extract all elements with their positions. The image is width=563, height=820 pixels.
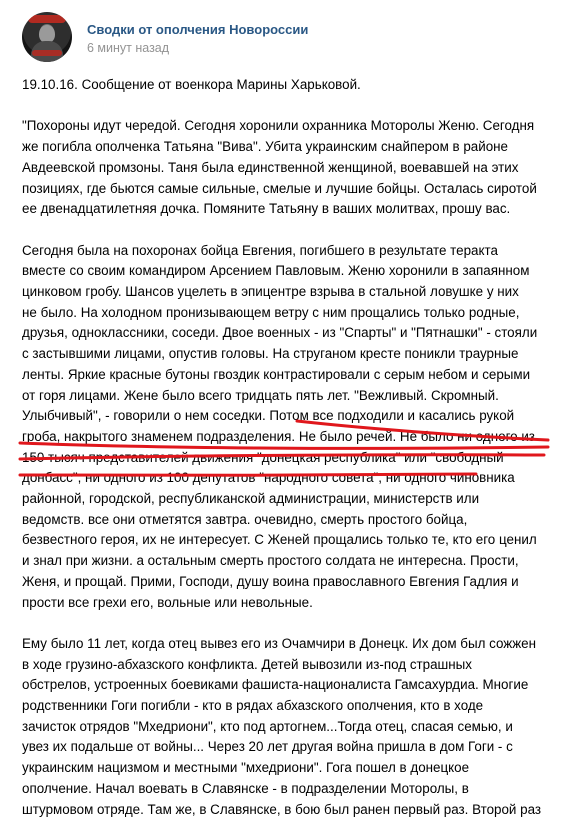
post-meta — [87, 12, 308, 56]
post-text-line: и знал при жизни. а остальным смерть простого солдата не интересна. Прости, — [22, 553, 519, 569]
post-text-line: с застывшими лицами, опустив головы. На струганом кресте поникли траурные — [22, 346, 519, 362]
paragraph-gap — [22, 613, 562, 634]
avatar-red-banner-bottom — [32, 50, 62, 56]
post-text-line: Авдеевской промзоны. Таня была единственной женщиной, воевавшей на этих — [22, 159, 519, 175]
post-text-line: от горя лицами. Жене было всего тридцать пять лет. "Вежливый. Скромный. — [22, 387, 499, 403]
post-text-line: увез их подальше от войны... Через 20 лет другая война пришла в дом Гоги - с — [22, 739, 513, 755]
post-text — [22, 75, 562, 820]
author-link[interactable]: Сводки от ополчения Новороссии — [87, 22, 309, 37]
post-text-line: позициях, где бьются самые сильные, смелые и лучшие бойцы. Осталась сиротой — [22, 180, 537, 196]
post-timestamp[interactable]: 6 минут назад — [87, 41, 170, 55]
post-text-line: ведомств. все они отметятся завтра. очевидно, смерть простого бойца, — [22, 511, 468, 527]
post-text-line: зачисток отрядов "Мхедриони", кто под артогнем...Тогда отец, спасая семью, и — [22, 718, 513, 734]
post-text-line: вместе со своим командиром Арсением Павловым. Женю хоронили в запаянном — [22, 263, 530, 279]
post-text-line: Ему было 11 лет, когда отец вывез его из Очамчири в Донецк. Их дом был сожжен — [22, 635, 537, 651]
post-text-line: штурмовом отряде. Там же, в Славянске, в бою был ранен первый раз. Второй раз — [22, 801, 542, 817]
post-text-line: Улыбчивый", - говорили о нем соседки. Потом все подходили и касались рукой — [22, 408, 515, 424]
paragraph-gap — [22, 96, 562, 117]
post-text-line: гроба, накрытого знаменем подразделения. Не было речей. Не было ни одного из — [22, 428, 535, 444]
post-text-line: обстрелов, устроенных боевиками фашиста-националиста Гамсахурдиа. Многие — [22, 677, 529, 693]
post-text-line: же погибла ополченка Татьяна "Вива". Убита украинским снайпером в районе — [22, 139, 508, 155]
post-text-line: ее двенадцатилетняя дочка. Помяните Татьяну в ваших молитвах, прошу вас. — [22, 201, 511, 217]
group-avatar[interactable] — [22, 12, 72, 62]
post-text-line: ополчение. Начал воевать в Славянске - в подразделении Моторолы, в — [22, 780, 469, 796]
post-text-line: друзья, одноклассники, соседи. Двое военных - из "Спарты" и "Пятнашки" - стояли — [22, 325, 538, 341]
post-text-line: украинским нацизмом и местными "мхедриони". Гога пошел в донецкое — [22, 760, 470, 776]
post-text-line: в ходе грузино-абхазского конфликта. Детей вывозили из-под страшных — [22, 656, 472, 672]
post-text-line: не было. На холодном пронизывающем ветру с ним прощались только родные, — [22, 304, 520, 320]
paragraph-gap — [22, 220, 562, 241]
post-text-line: безвестного героя, их не интересует. С Женей прощались только те, кто его ценил — [22, 532, 537, 548]
post-text-line: Сегодня была на похоронах бойца Евгения, погибшего в результате теракта — [22, 242, 498, 258]
post-text-line: 150 тысяч представителей движения "донецкая республика" или "свободный — [22, 449, 504, 465]
post-text-line: "Похороны идут чередой. Сегодня хоронили охранника Моторолы Женю. Сегодня — [22, 118, 535, 134]
post-text-line: 19.10.16. Сообщение от военкора Марины Харьковой. — [22, 77, 361, 92]
post-header — [22, 12, 308, 62]
post-text-line: ленты. Яркие красные бутоны гвоздик контрастировали с серым небом и серыми — [22, 366, 531, 382]
post-text-line: Женя, и прощай. Прими, Господи, душу воина православного Евгения Гадлия и — [22, 573, 519, 589]
post-text-line: родственники Гоги погибли - кто в рядах абхазского ополчения, кто в ходе — [22, 698, 484, 714]
post-text-line: донбасс", ни одного из 100 депутатов "народного совета", ни одного чиновника — [22, 470, 515, 486]
post-text-line: районной, городской, республиканской администрации, министерств или — [22, 491, 480, 507]
post-text-line: цинковом гробу. Шансов уцелеть в эпицентре взрыва в стальной ловушке у них — [22, 284, 519, 299]
post-text-line: прости все грехи его, вольные или невольные. — [22, 594, 313, 610]
avatar-red-banner — [28, 15, 66, 23]
